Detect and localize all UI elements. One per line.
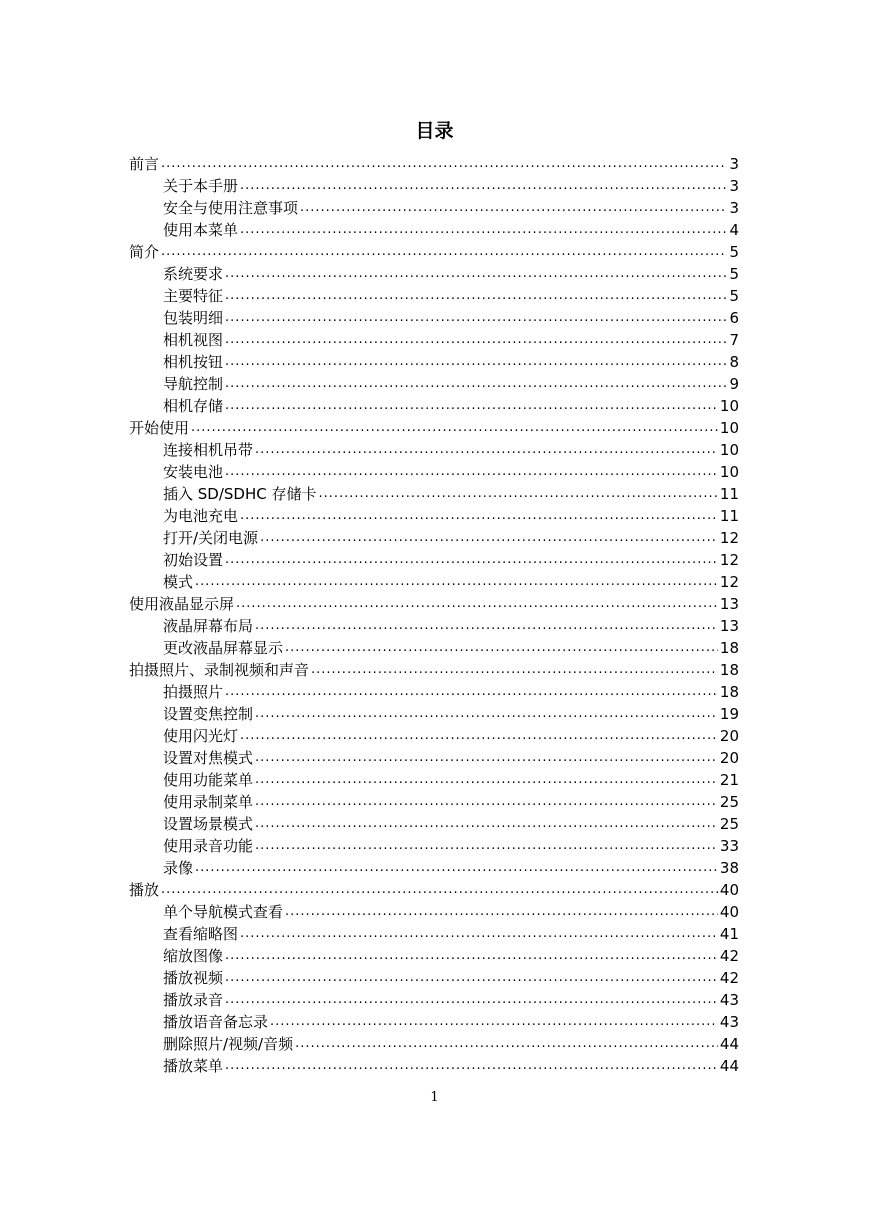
toc-entry-label: 安装电池 (163, 463, 224, 481)
toc-entry[interactable] (129, 790, 739, 812)
toc-entry[interactable] (129, 746, 739, 768)
toc-dot-leader (240, 924, 718, 944)
toc-dot-leader (225, 396, 718, 416)
toc-entry-label: 设置场景模式 (163, 815, 254, 833)
toc-dot-leader (225, 330, 727, 350)
toc-entry-label: 拍摄照片 (163, 683, 224, 701)
toc-dot-leader (260, 528, 718, 548)
toc-entry-page: 20 (719, 727, 739, 745)
toc-entry-label: 播放录音 (163, 991, 224, 1009)
toc-entry-label: 包装明细 (163, 309, 224, 327)
toc-entry-label: 播放视频 (163, 969, 224, 987)
toc-entry-page: 10 (719, 419, 739, 437)
toc-entry-page: 6 (729, 309, 739, 327)
toc-entry[interactable] (129, 240, 739, 262)
toc-entry[interactable] (129, 284, 739, 306)
toc-dot-leader (161, 880, 718, 900)
toc-dot-leader (195, 858, 718, 878)
toc-entry-page: 40 (719, 903, 739, 921)
toc-entry-page: 18 (719, 639, 739, 657)
toc-entry[interactable] (129, 922, 739, 944)
toc-dot-leader (295, 1034, 718, 1054)
toc-entry[interactable] (129, 658, 739, 680)
toc-entry-label: 相机存储 (163, 397, 224, 415)
toc-entry[interactable] (129, 702, 739, 724)
toc-dot-leader (255, 704, 718, 724)
toc-entry-page: 5 (729, 243, 739, 261)
toc-dot-leader (255, 836, 718, 856)
toc-entry[interactable] (129, 394, 739, 416)
toc-entry-page: 12 (719, 551, 739, 569)
toc-entry-page: 43 (719, 991, 739, 1009)
toc-entry-page: 41 (719, 925, 739, 943)
toc-entry[interactable] (129, 416, 739, 438)
toc-entry-page: 5 (729, 265, 739, 283)
toc-entry-label: 查看缩略图 (163, 925, 239, 943)
toc-dot-leader (225, 550, 718, 570)
toc-entry-label: 安全与使用注意事项 (163, 199, 299, 217)
toc-entry-label: 开始使用 (129, 419, 190, 437)
toc-entry-page: 3 (729, 155, 739, 173)
toc-entry-label: 缩放图像 (163, 947, 224, 965)
toc-entry-page: 3 (729, 177, 739, 195)
toc-dot-leader (240, 220, 727, 240)
toc-entry[interactable] (129, 196, 739, 218)
toc-dot-leader (240, 176, 727, 196)
toc-dot-leader (225, 352, 727, 372)
toc-entry[interactable] (129, 570, 739, 592)
toc-entry[interactable] (129, 438, 739, 460)
toc-entry-label: 导航控制 (163, 375, 224, 393)
toc-dot-leader (255, 616, 718, 636)
toc-entry[interactable] (129, 306, 739, 328)
toc-dot-leader (255, 792, 718, 812)
toc-entry-label: 单个导航模式查看 (163, 903, 284, 921)
toc-dot-leader (225, 946, 718, 966)
toc-dot-leader (225, 462, 718, 482)
toc-entry-label: 使用液晶显示屏 (129, 595, 235, 613)
toc-entry-page: 44 (719, 1035, 739, 1053)
toc-entry-page: 33 (719, 837, 739, 855)
toc-entry-page: 13 (719, 617, 739, 635)
toc-entry[interactable] (129, 1054, 739, 1076)
toc-dot-leader (255, 770, 718, 790)
toc-entry[interactable] (129, 944, 739, 966)
toc-dot-leader (319, 484, 718, 504)
toc-entry-label: 主要特征 (163, 287, 224, 305)
toc-entry-label: 前言 (129, 155, 160, 173)
toc-dot-leader (311, 660, 718, 680)
toc-dot-leader (240, 726, 718, 746)
toc-entry-label: 相机视图 (163, 331, 224, 349)
toc-entry-page: 7 (729, 331, 739, 349)
toc-entry-page: 3 (729, 199, 739, 217)
toc-entry-label: 为电池充电 (163, 507, 239, 525)
toc-dot-leader (285, 902, 718, 922)
toc-entry-label: 播放菜单 (163, 1057, 224, 1075)
toc-entry-label: 播放语音备忘录 (163, 1013, 269, 1031)
toc-entry-page: 21 (719, 771, 739, 789)
toc-dot-leader (225, 990, 718, 1010)
toc-entry-label: 使用录制菜单 (163, 793, 254, 811)
toc-dot-leader (285, 638, 718, 658)
toc-entry-label: 液晶屏幕布局 (163, 617, 254, 635)
toc-dot-leader (195, 572, 718, 592)
toc-entry[interactable] (129, 262, 739, 284)
toc-entry[interactable] (129, 350, 739, 372)
toc-entry-label: 打开/关闭电源 (163, 529, 259, 547)
toc-dot-leader (225, 264, 727, 284)
toc-entry[interactable] (129, 768, 739, 790)
toc-entry[interactable] (129, 526, 739, 548)
toc-entry-page: 18 (719, 683, 739, 701)
toc-dot-leader (240, 506, 718, 526)
toc-entry[interactable] (129, 1010, 739, 1032)
toc-entry[interactable] (129, 988, 739, 1010)
toc-entry[interactable] (129, 966, 739, 988)
toc-entry[interactable] (129, 328, 739, 350)
toc-entry-page: 5 (729, 287, 739, 305)
toc-entry-label: 插入 SD/SDHC 存储卡 (163, 485, 317, 503)
toc-entry-page: 18 (719, 661, 739, 679)
toc-entry[interactable] (129, 372, 739, 394)
toc-entry[interactable] (129, 834, 739, 856)
toc-dot-leader (191, 418, 718, 438)
toc-dot-leader (225, 682, 718, 702)
toc-entry-label: 连接相机吊带 (163, 441, 254, 459)
toc-dot-leader (255, 440, 718, 460)
toc-entry-label: 使用录音功能 (163, 837, 254, 855)
toc-dot-leader (255, 814, 718, 834)
toc-entry-page: 13 (719, 595, 739, 613)
toc-dot-leader (161, 242, 727, 262)
toc-entry[interactable] (129, 460, 739, 482)
toc-entry[interactable] (129, 856, 739, 878)
toc-entry-label: 设置变焦控制 (163, 705, 254, 723)
table-of-contents (129, 152, 739, 1076)
toc-entry-label: 模式 (163, 573, 194, 591)
toc-entry-label: 系统要求 (163, 265, 224, 283)
toc-entry-label: 使用本菜单 (163, 221, 239, 239)
toc-entry-page: 10 (719, 397, 739, 415)
toc-entry[interactable] (129, 614, 739, 636)
toc-entry[interactable] (129, 878, 739, 900)
toc-dot-leader (225, 374, 727, 394)
toc-entry-page: 25 (719, 793, 739, 811)
toc-entry-page: 44 (719, 1057, 739, 1075)
toc-entry-page: 42 (719, 969, 739, 987)
toc-entry[interactable] (129, 1032, 739, 1054)
toc-entry-label: 删除照片/视频/音频 (163, 1035, 294, 1053)
toc-entry-label: 更改液晶屏幕显示 (163, 639, 284, 657)
toc-entry-label: 关于本手册 (163, 177, 239, 195)
toc-entry-label: 使用功能菜单 (163, 771, 254, 789)
toc-entry-page: 43 (719, 1013, 739, 1031)
toc-entry-page: 9 (729, 375, 739, 393)
toc-entry-page: 12 (719, 529, 739, 547)
toc-entry-page: 19 (719, 705, 739, 723)
toc-dot-leader (255, 748, 718, 768)
toc-entry[interactable] (129, 900, 739, 922)
page-number: 1 (430, 1090, 439, 1105)
toc-dot-leader (225, 308, 727, 328)
page-title: 目录 (415, 120, 454, 142)
toc-entry-label: 播放 (129, 881, 160, 899)
toc-entry-page: 10 (719, 463, 739, 481)
toc-entry-page: 25 (719, 815, 739, 833)
toc-entry[interactable] (129, 636, 739, 658)
toc-entry[interactable] (129, 592, 739, 614)
toc-entry-page: 20 (719, 749, 739, 767)
toc-dot-leader (236, 594, 718, 614)
toc-dot-leader (225, 968, 718, 988)
toc-entry-page: 40 (719, 881, 739, 899)
toc-entry-label: 录像 (163, 859, 194, 877)
toc-dot-leader (225, 1056, 718, 1076)
toc-entry-page: 42 (719, 947, 739, 965)
toc-entry[interactable] (129, 174, 739, 196)
toc-entry-label: 使用闪光灯 (163, 727, 239, 745)
toc-entry-page: 38 (719, 859, 739, 877)
toc-entry-label: 设置对焦模式 (163, 749, 254, 767)
toc-entry[interactable] (129, 504, 739, 526)
toc-entry-page: 10 (719, 441, 739, 459)
toc-entry-page: 12 (719, 573, 739, 591)
toc-entry-page: 8 (729, 353, 739, 371)
toc-entry-label: 初始设置 (163, 551, 224, 569)
toc-entry[interactable] (129, 482, 739, 504)
toc-entry-page: 11 (719, 507, 739, 525)
toc-dot-leader (300, 198, 727, 218)
toc-dot-leader (270, 1012, 718, 1032)
toc-entry-label: 简介 (129, 243, 160, 261)
toc-entry[interactable] (129, 680, 739, 702)
toc-entry[interactable] (129, 152, 739, 174)
toc-dot-leader (161, 154, 727, 174)
toc-dot-leader (225, 286, 727, 306)
toc-entry-page: 4 (729, 221, 739, 239)
toc-entry[interactable] (129, 548, 739, 570)
toc-entry-label: 拍摄照片、录制视频和声音 (129, 661, 310, 679)
toc-entry[interactable] (129, 812, 739, 834)
toc-entry-label: 相机按钮 (163, 353, 224, 371)
toc-entry[interactable] (129, 724, 739, 746)
toc-entry-page: 11 (719, 485, 739, 503)
toc-entry[interactable] (129, 218, 739, 240)
